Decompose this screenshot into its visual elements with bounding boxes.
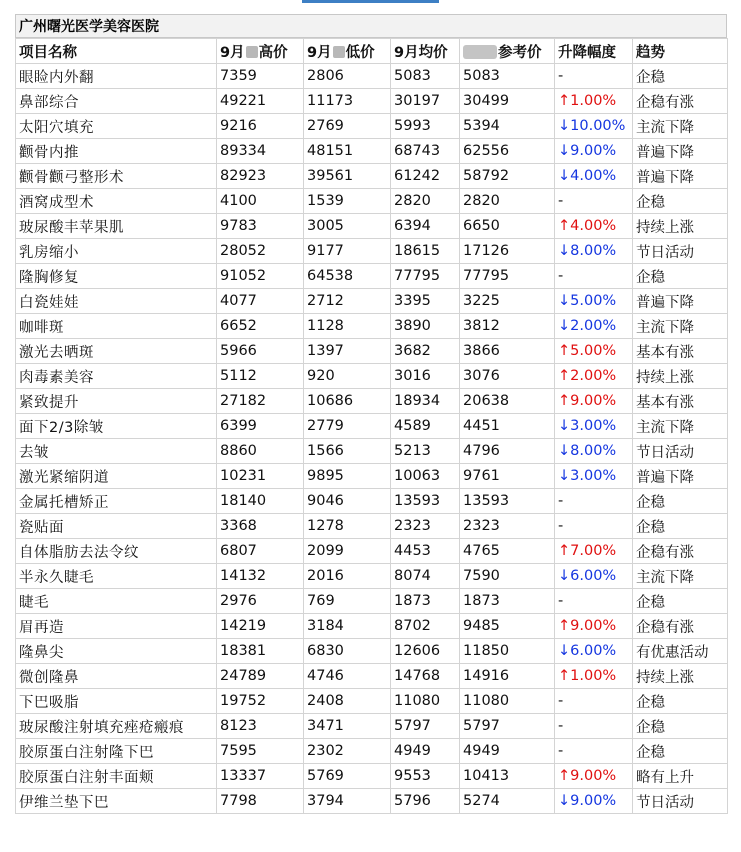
cell-ref-price: 62556 xyxy=(460,139,555,164)
cell-project-name: 玻尿酸注射填充痤疮瘢痕 xyxy=(16,714,217,739)
cell-trend: 普遍下降 xyxy=(633,289,728,314)
cell-project-name: 隆鼻尖 xyxy=(16,639,217,664)
cell-low-price: 2779 xyxy=(304,414,391,439)
cell-avg-price: 8702 xyxy=(391,614,460,639)
cell-project-name: 瓷贴面 xyxy=(16,514,217,539)
cell-change: ↓5.00% xyxy=(555,289,633,314)
table-row xyxy=(16,139,728,164)
cell-low-price: 1539 xyxy=(304,189,391,214)
cell-trend: 持续上涨 xyxy=(633,214,728,239)
cell-avg-price: 5797 xyxy=(391,714,460,739)
cell-avg-price: 68743 xyxy=(391,139,460,164)
cell-change: ↓8.00% xyxy=(555,239,633,264)
table-row xyxy=(16,364,728,389)
cell-change: - xyxy=(555,589,633,614)
cell-avg-price: 4589 xyxy=(391,414,460,439)
cell-trend: 企稳 xyxy=(633,264,728,289)
cell-low-price: 9046 xyxy=(304,489,391,514)
table-header-row xyxy=(16,39,728,64)
cell-low-price: 48151 xyxy=(304,139,391,164)
table-row xyxy=(16,764,728,789)
cell-ref-price: 1873 xyxy=(460,589,555,614)
col-header-low xyxy=(304,39,391,64)
cell-low-price: 3794 xyxy=(304,789,391,814)
cell-high-price: 5112 xyxy=(217,364,304,389)
cell-high-price: 9783 xyxy=(217,214,304,239)
cell-avg-price: 18615 xyxy=(391,239,460,264)
table-row xyxy=(16,639,728,664)
cell-project-name: 白瓷娃娃 xyxy=(16,289,217,314)
cell-trend: 企稳 xyxy=(633,514,728,539)
cell-project-name: 激光去晒斑 xyxy=(16,339,217,364)
table-row xyxy=(16,289,728,314)
cell-project-name: 微创隆鼻 xyxy=(16,664,217,689)
top-accent-bar xyxy=(302,0,439,3)
cell-ref-price: 3866 xyxy=(460,339,555,364)
cell-ref-price: 2820 xyxy=(460,189,555,214)
cell-high-price: 91052 xyxy=(217,264,304,289)
cell-trend: 基本有涨 xyxy=(633,389,728,414)
cell-change: ↑1.00% xyxy=(555,89,633,114)
cell-low-price: 920 xyxy=(304,364,391,389)
cell-avg-price: 3890 xyxy=(391,314,460,339)
cell-ref-price: 3812 xyxy=(460,314,555,339)
table-row xyxy=(16,589,728,614)
cell-trend: 普遍下降 xyxy=(633,139,728,164)
cell-ref-price: 4451 xyxy=(460,414,555,439)
col-header-low-prefix: 9月 xyxy=(307,44,332,61)
col-header-high xyxy=(217,39,304,64)
cell-ref-price: 10413 xyxy=(460,764,555,789)
table-row xyxy=(16,464,728,489)
cell-high-price: 8860 xyxy=(217,439,304,464)
cell-low-price: 769 xyxy=(304,589,391,614)
cell-high-price: 6652 xyxy=(217,314,304,339)
cell-project-name: 去皱 xyxy=(16,439,217,464)
cell-project-name: 颧骨颧弓整形术 xyxy=(16,164,217,189)
cell-low-price: 1128 xyxy=(304,314,391,339)
cell-ref-price: 9761 xyxy=(460,464,555,489)
cell-low-price: 39561 xyxy=(304,164,391,189)
cell-trend: 有优惠活动 xyxy=(633,639,728,664)
table-row xyxy=(16,239,728,264)
cell-trend: 企稳有涨 xyxy=(633,89,728,114)
table-row xyxy=(16,564,728,589)
cell-change: - xyxy=(555,264,633,289)
cell-high-price: 7595 xyxy=(217,739,304,764)
cell-avg-price: 11080 xyxy=(391,689,460,714)
cell-trend: 企稳 xyxy=(633,489,728,514)
cell-change: ↓9.00% xyxy=(555,789,633,814)
cell-high-price: 18140 xyxy=(217,489,304,514)
cell-high-price: 3368 xyxy=(217,514,304,539)
cell-high-price: 28052 xyxy=(217,239,304,264)
cell-low-price: 64538 xyxy=(304,264,391,289)
cell-project-name: 半永久睫毛 xyxy=(16,564,217,589)
cell-change: ↓9.00% xyxy=(555,139,633,164)
cell-low-price: 11173 xyxy=(304,89,391,114)
cell-high-price: 2976 xyxy=(217,589,304,614)
cell-ref-price: 4949 xyxy=(460,739,555,764)
col-header-ref xyxy=(460,39,555,64)
cell-trend: 主流下降 xyxy=(633,414,728,439)
table-row xyxy=(16,314,728,339)
cell-avg-price: 12606 xyxy=(391,639,460,664)
cell-change: ↑9.00% xyxy=(555,389,633,414)
cell-avg-price: 5213 xyxy=(391,439,460,464)
cell-change: ↓6.00% xyxy=(555,639,633,664)
cell-change: ↑9.00% xyxy=(555,764,633,789)
cell-low-price: 1278 xyxy=(304,514,391,539)
cell-avg-price: 30197 xyxy=(391,89,460,114)
cell-ref-price: 11850 xyxy=(460,639,555,664)
cell-project-name: 颧骨内推 xyxy=(16,139,217,164)
cell-high-price: 49221 xyxy=(217,89,304,114)
cell-trend: 略有上升 xyxy=(633,764,728,789)
cell-ref-price: 3225 xyxy=(460,289,555,314)
cell-project-name: 面下2/3除皱 xyxy=(16,414,217,439)
cell-low-price: 9177 xyxy=(304,239,391,264)
cell-ref-price: 5394 xyxy=(460,114,555,139)
cell-low-price: 5769 xyxy=(304,764,391,789)
cell-trend: 企稳 xyxy=(633,714,728,739)
cell-avg-price: 2820 xyxy=(391,189,460,214)
cell-trend: 节日活动 xyxy=(633,439,728,464)
price-table-panel xyxy=(15,14,727,814)
cell-ref-price: 4796 xyxy=(460,439,555,464)
table-row xyxy=(16,539,728,564)
cell-avg-price: 14768 xyxy=(391,664,460,689)
cell-change: - xyxy=(555,714,633,739)
cell-trend: 企稳 xyxy=(633,689,728,714)
cell-trend: 持续上涨 xyxy=(633,364,728,389)
cell-avg-price: 4453 xyxy=(391,539,460,564)
cell-high-price: 7798 xyxy=(217,789,304,814)
cell-project-name: 胶原蛋白注射丰面颊 xyxy=(16,764,217,789)
cell-ref-price: 5274 xyxy=(460,789,555,814)
col-header-name: 项目名称 xyxy=(16,39,217,64)
cell-avg-price: 6394 xyxy=(391,214,460,239)
cell-ref-price: 77795 xyxy=(460,264,555,289)
cell-avg-price: 5796 xyxy=(391,789,460,814)
cell-low-price: 2016 xyxy=(304,564,391,589)
cell-ref-price: 20638 xyxy=(460,389,555,414)
cell-avg-price: 13593 xyxy=(391,489,460,514)
cell-avg-price: 5083 xyxy=(391,64,460,89)
redacted-mark xyxy=(463,45,497,59)
cell-low-price: 1566 xyxy=(304,439,391,464)
cell-high-price: 27182 xyxy=(217,389,304,414)
cell-high-price: 14132 xyxy=(217,564,304,589)
table-row xyxy=(16,64,728,89)
cell-ref-price: 30499 xyxy=(460,89,555,114)
table-row xyxy=(16,714,728,739)
cell-project-name: 紧致提升 xyxy=(16,389,217,414)
table-row xyxy=(16,264,728,289)
cell-trend: 企稳有涨 xyxy=(633,539,728,564)
cell-change: ↑7.00% xyxy=(555,539,633,564)
cell-high-price: 10231 xyxy=(217,464,304,489)
table-row xyxy=(16,389,728,414)
col-header-ref-suffix: 参考价 xyxy=(498,44,542,61)
cell-project-name: 酒窝成型术 xyxy=(16,189,217,214)
cell-high-price: 4100 xyxy=(217,189,304,214)
cell-low-price: 2302 xyxy=(304,739,391,764)
cell-high-price: 4077 xyxy=(217,289,304,314)
table-row xyxy=(16,89,728,114)
cell-project-name: 眼睑内外翻 xyxy=(16,64,217,89)
cell-low-price: 9895 xyxy=(304,464,391,489)
cell-high-price: 5966 xyxy=(217,339,304,364)
cell-ref-price: 3076 xyxy=(460,364,555,389)
cell-ref-price: 4765 xyxy=(460,539,555,564)
cell-change: ↓4.00% xyxy=(555,164,633,189)
cell-change: ↓8.00% xyxy=(555,439,633,464)
cell-trend: 普遍下降 xyxy=(633,164,728,189)
cell-high-price: 14219 xyxy=(217,614,304,639)
cell-trend: 企稳有涨 xyxy=(633,614,728,639)
cell-avg-price: 10063 xyxy=(391,464,460,489)
cell-change: ↓3.00% xyxy=(555,414,633,439)
cell-high-price: 19752 xyxy=(217,689,304,714)
cell-ref-price: 2323 xyxy=(460,514,555,539)
cell-project-name: 玻尿酸丰苹果肌 xyxy=(16,214,217,239)
table-row xyxy=(16,489,728,514)
cell-avg-price: 8074 xyxy=(391,564,460,589)
cell-trend: 节日活动 xyxy=(633,239,728,264)
cell-low-price: 3184 xyxy=(304,614,391,639)
cell-change: - xyxy=(555,489,633,514)
cell-avg-price: 5993 xyxy=(391,114,460,139)
table-row xyxy=(16,664,728,689)
cell-low-price: 2712 xyxy=(304,289,391,314)
cell-low-price: 2408 xyxy=(304,689,391,714)
col-header-low-suffix: 低价 xyxy=(345,44,375,61)
cell-project-name: 激光紧缩阴道 xyxy=(16,464,217,489)
cell-change: - xyxy=(555,189,633,214)
cell-high-price: 6399 xyxy=(217,414,304,439)
cell-trend: 企稳 xyxy=(633,189,728,214)
cell-ref-price: 17126 xyxy=(460,239,555,264)
cell-trend: 企稳 xyxy=(633,64,728,89)
cell-avg-price: 3395 xyxy=(391,289,460,314)
cell-avg-price: 77795 xyxy=(391,264,460,289)
cell-ref-price: 11080 xyxy=(460,689,555,714)
table-row xyxy=(16,689,728,714)
cell-low-price: 2806 xyxy=(304,64,391,89)
table-row xyxy=(16,739,728,764)
cell-change: ↑9.00% xyxy=(555,614,633,639)
col-header-high-prefix: 9月 xyxy=(220,44,245,61)
cell-change: ↓10.00% xyxy=(555,114,633,139)
cell-change: - xyxy=(555,739,633,764)
table-row xyxy=(16,189,728,214)
cell-project-name: 鼻部综合 xyxy=(16,89,217,114)
cell-project-name: 乳房缩小 xyxy=(16,239,217,264)
cell-trend: 主流下降 xyxy=(633,564,728,589)
cell-trend: 主流下降 xyxy=(633,114,728,139)
table-row xyxy=(16,514,728,539)
cell-ref-price: 5083 xyxy=(460,64,555,89)
table-row xyxy=(16,414,728,439)
cell-high-price: 24789 xyxy=(217,664,304,689)
cell-high-price: 6807 xyxy=(217,539,304,564)
redacted-mark xyxy=(333,46,345,58)
cell-avg-price: 1873 xyxy=(391,589,460,614)
cell-trend: 基本有涨 xyxy=(633,339,728,364)
hospital-title: 广州曙光医学美容医院 xyxy=(15,14,727,38)
cell-project-name: 自体脂肪去法令纹 xyxy=(16,539,217,564)
cell-avg-price: 61242 xyxy=(391,164,460,189)
cell-project-name: 隆胸修复 xyxy=(16,264,217,289)
cell-project-name: 胶原蛋白注射隆下巴 xyxy=(16,739,217,764)
cell-low-price: 4746 xyxy=(304,664,391,689)
cell-avg-price: 18934 xyxy=(391,389,460,414)
table-row xyxy=(16,339,728,364)
cell-project-name: 太阳穴填充 xyxy=(16,114,217,139)
cell-change: - xyxy=(555,64,633,89)
cell-high-price: 18381 xyxy=(217,639,304,664)
cell-change: ↑5.00% xyxy=(555,339,633,364)
cell-low-price: 3471 xyxy=(304,714,391,739)
cell-trend: 持续上涨 xyxy=(633,664,728,689)
cell-project-name: 金属托槽矫正 xyxy=(16,489,217,514)
table-row xyxy=(16,614,728,639)
cell-trend: 节日活动 xyxy=(633,789,728,814)
cell-low-price: 3005 xyxy=(304,214,391,239)
cell-high-price: 89334 xyxy=(217,139,304,164)
cell-avg-price: 4949 xyxy=(391,739,460,764)
table-row xyxy=(16,164,728,189)
cell-ref-price: 9485 xyxy=(460,614,555,639)
cell-trend: 普遍下降 xyxy=(633,464,728,489)
cell-ref-price: 7590 xyxy=(460,564,555,589)
cell-ref-price: 14916 xyxy=(460,664,555,689)
cell-trend: 主流下降 xyxy=(633,314,728,339)
cell-high-price: 82923 xyxy=(217,164,304,189)
cell-project-name: 眉再造 xyxy=(16,614,217,639)
cell-change: ↓6.00% xyxy=(555,564,633,589)
cell-ref-price: 6650 xyxy=(460,214,555,239)
cell-change: - xyxy=(555,689,633,714)
table-row xyxy=(16,789,728,814)
cell-ref-price: 58792 xyxy=(460,164,555,189)
cell-high-price: 13337 xyxy=(217,764,304,789)
cell-avg-price: 3682 xyxy=(391,339,460,364)
cell-project-name: 肉毒素美容 xyxy=(16,364,217,389)
col-header-high-suffix: 高价 xyxy=(258,44,288,61)
col-header-trend: 趋势 xyxy=(633,39,728,64)
cell-change: - xyxy=(555,514,633,539)
col-header-change: 升降幅度 xyxy=(555,39,633,64)
cell-trend: 企稳 xyxy=(633,589,728,614)
cell-low-price: 2769 xyxy=(304,114,391,139)
cell-change: ↑2.00% xyxy=(555,364,633,389)
col-header-avg: 9月均价 xyxy=(391,39,460,64)
redacted-mark xyxy=(246,46,258,58)
price-table xyxy=(15,38,728,814)
cell-low-price: 10686 xyxy=(304,389,391,414)
table-row xyxy=(16,214,728,239)
cell-low-price: 6830 xyxy=(304,639,391,664)
cell-change: ↑1.00% xyxy=(555,664,633,689)
cell-project-name: 睫毛 xyxy=(16,589,217,614)
cell-low-price: 1397 xyxy=(304,339,391,364)
cell-avg-price: 9553 xyxy=(391,764,460,789)
cell-avg-price: 2323 xyxy=(391,514,460,539)
cell-high-price: 9216 xyxy=(217,114,304,139)
cell-high-price: 8123 xyxy=(217,714,304,739)
cell-change: ↓3.00% xyxy=(555,464,633,489)
cell-trend: 企稳 xyxy=(633,739,728,764)
table-row xyxy=(16,114,728,139)
cell-change: ↑4.00% xyxy=(555,214,633,239)
cell-ref-price: 5797 xyxy=(460,714,555,739)
cell-project-name: 咖啡斑 xyxy=(16,314,217,339)
cell-high-price: 7359 xyxy=(217,64,304,89)
table-row xyxy=(16,439,728,464)
cell-change: ↓2.00% xyxy=(555,314,633,339)
cell-avg-price: 3016 xyxy=(391,364,460,389)
cell-low-price: 2099 xyxy=(304,539,391,564)
cell-project-name: 下巴吸脂 xyxy=(16,689,217,714)
cell-ref-price: 13593 xyxy=(460,489,555,514)
cell-project-name: 伊维兰垫下巴 xyxy=(16,789,217,814)
